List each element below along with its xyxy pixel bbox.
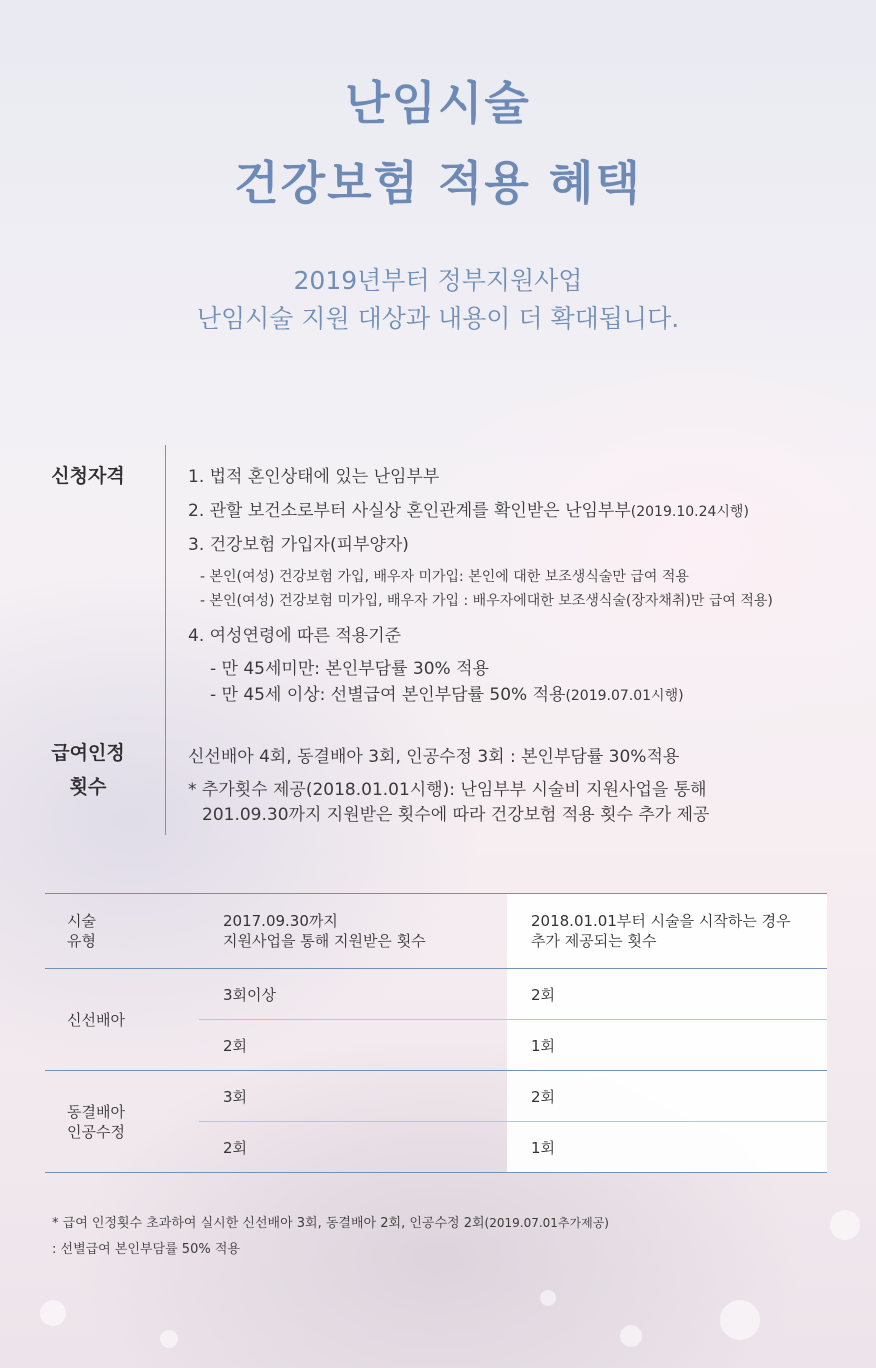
table-header-type-line-1: 시술 [67, 912, 96, 930]
benefit-count-main: 신선배아 4회, 동결배아 3회, 인공수정 3회 : 본인부담률 30%적용 [188, 747, 680, 767]
benefit-count-label-line-2: 횟수 [69, 776, 107, 798]
table-header-prior-line-1: 2017.09.30까지 [223, 912, 338, 930]
footnote-line-2: : 선별급여 본인부담률 50% 적용 [52, 1242, 240, 1257]
eligibility-item-2 [188, 496, 749, 521]
table-group-frozen-insemination [45, 1071, 199, 1173]
bokeh-light [540, 1290, 556, 1306]
bokeh-light [160, 1330, 178, 1348]
footnote-line-1-date: (2019.07.01추가제공) [484, 1216, 609, 1230]
subtitle-line-1: 2019년부터 정부지원사업 [293, 266, 583, 295]
table-cell-extra: 1회 [507, 1020, 827, 1071]
title-line-1: 난임시술 [345, 76, 531, 130]
eligibility-item-3-sub-2: - 본인(여성) 건강보험 미가입, 배우자 가입 : 배우자에대한 보조생식술(장자채취)만 급여 적용) [200, 593, 773, 609]
table-header-prior [199, 894, 507, 969]
benefit-count-label [38, 736, 138, 804]
table-cell-prior: 2회 [199, 1020, 507, 1071]
eligibility-item-4-sub-2-text: - 만 45세 이상: 선별급여 본인부담률 50% 적용 [210, 685, 566, 705]
benefit-count-label-line-1: 급여인정 [51, 742, 125, 764]
table-cell-prior: 2회 [199, 1122, 507, 1173]
eligibility-item-4-sub-2-date: (2019.07.01시행) [565, 688, 684, 704]
table-header-extra-line-2: 추가 제공되는 횟수 [531, 932, 657, 950]
bokeh-light [40, 1300, 66, 1326]
benefit-count-note-line-1: * 추가횟수 제공(2018.01.01시행): 난임부부 시술비 지원사업을 통해 [188, 780, 707, 800]
benefit-table [45, 893, 827, 1173]
bokeh-light [830, 1210, 860, 1240]
table-cell-prior: 3회 [199, 1071, 507, 1122]
benefit-count-note-line-2: 201.09.30까지 지원받은 횟수에 따라 건강보험 적용 횟수 추가 제공 [202, 805, 710, 825]
table-cell-extra: 2회 [507, 1071, 827, 1122]
subtitle-line-2: 난임시술 지원 대상과 내용이 더 확대됩니다. [196, 304, 680, 333]
table-row [45, 969, 827, 1020]
bokeh-light [720, 1300, 760, 1340]
footnote-line-1 [52, 1212, 609, 1231]
title-line-2: 건강보험 적용 혜택 [234, 156, 642, 210]
eligibility-item-4-sub-2 [210, 680, 684, 705]
eligibility-item-4-sub-1: - 만 45세미만: 본인부담률 30% 적용 [210, 659, 489, 679]
table-header-prior-line-2: 지원사업을 통해 지원받은 횟수 [223, 932, 426, 950]
table-header-type-line-2: 유형 [67, 932, 96, 950]
table-group-insemination-label: 인공수정 [67, 1122, 125, 1141]
section-divider [165, 445, 166, 835]
eligibility-item-4: 4. 여성연령에 따른 적용기준 [188, 626, 402, 646]
table-header-extra [507, 894, 827, 969]
table-cell-prior: 3회이상 [199, 969, 507, 1020]
eligibility-item-1: 1. 법적 혼인상태에 있는 난임부부 [188, 467, 440, 487]
table-header-extra-line-1: 2018.01.01부터 시술을 시작하는 경우 [531, 912, 791, 930]
eligibility-item-2-date: (2019.10.24시행) [630, 504, 749, 520]
eligibility-item-3-sub-1: - 본인(여성) 건강보험 가입, 배우자 미가입: 본인에 대한 보조생식술만 급여 적용 [200, 569, 689, 585]
bokeh-light [620, 1325, 642, 1347]
footnote-line-1-text: * 급여 인정횟수 초과하여 실시한 신선배아 3회, 동결배아 2회, 인공수정 2회 [52, 1216, 485, 1231]
table-row [45, 1071, 827, 1122]
table-cell-extra: 2회 [507, 969, 827, 1020]
table-header-type [45, 894, 199, 969]
page-title [0, 72, 876, 214]
table-header-row [45, 894, 827, 969]
eligibility-item-3: 3. 건강보험 가입자(피부양자) [188, 535, 409, 555]
page-subtitle [0, 262, 876, 338]
table-group-frozen-label: 동결배아 [67, 1102, 125, 1121]
eligibility-label: 신청자격 [51, 465, 125, 487]
eligibility-item-2-text: 2. 관할 보건소로부터 사실상 혼인관계를 확인받은 난임부부 [188, 501, 631, 521]
table-group-fresh-embryo [45, 969, 199, 1071]
table-group-fresh-embryo-label: 신선배아 [67, 1010, 125, 1029]
table-cell-extra: 1회 [507, 1122, 827, 1173]
